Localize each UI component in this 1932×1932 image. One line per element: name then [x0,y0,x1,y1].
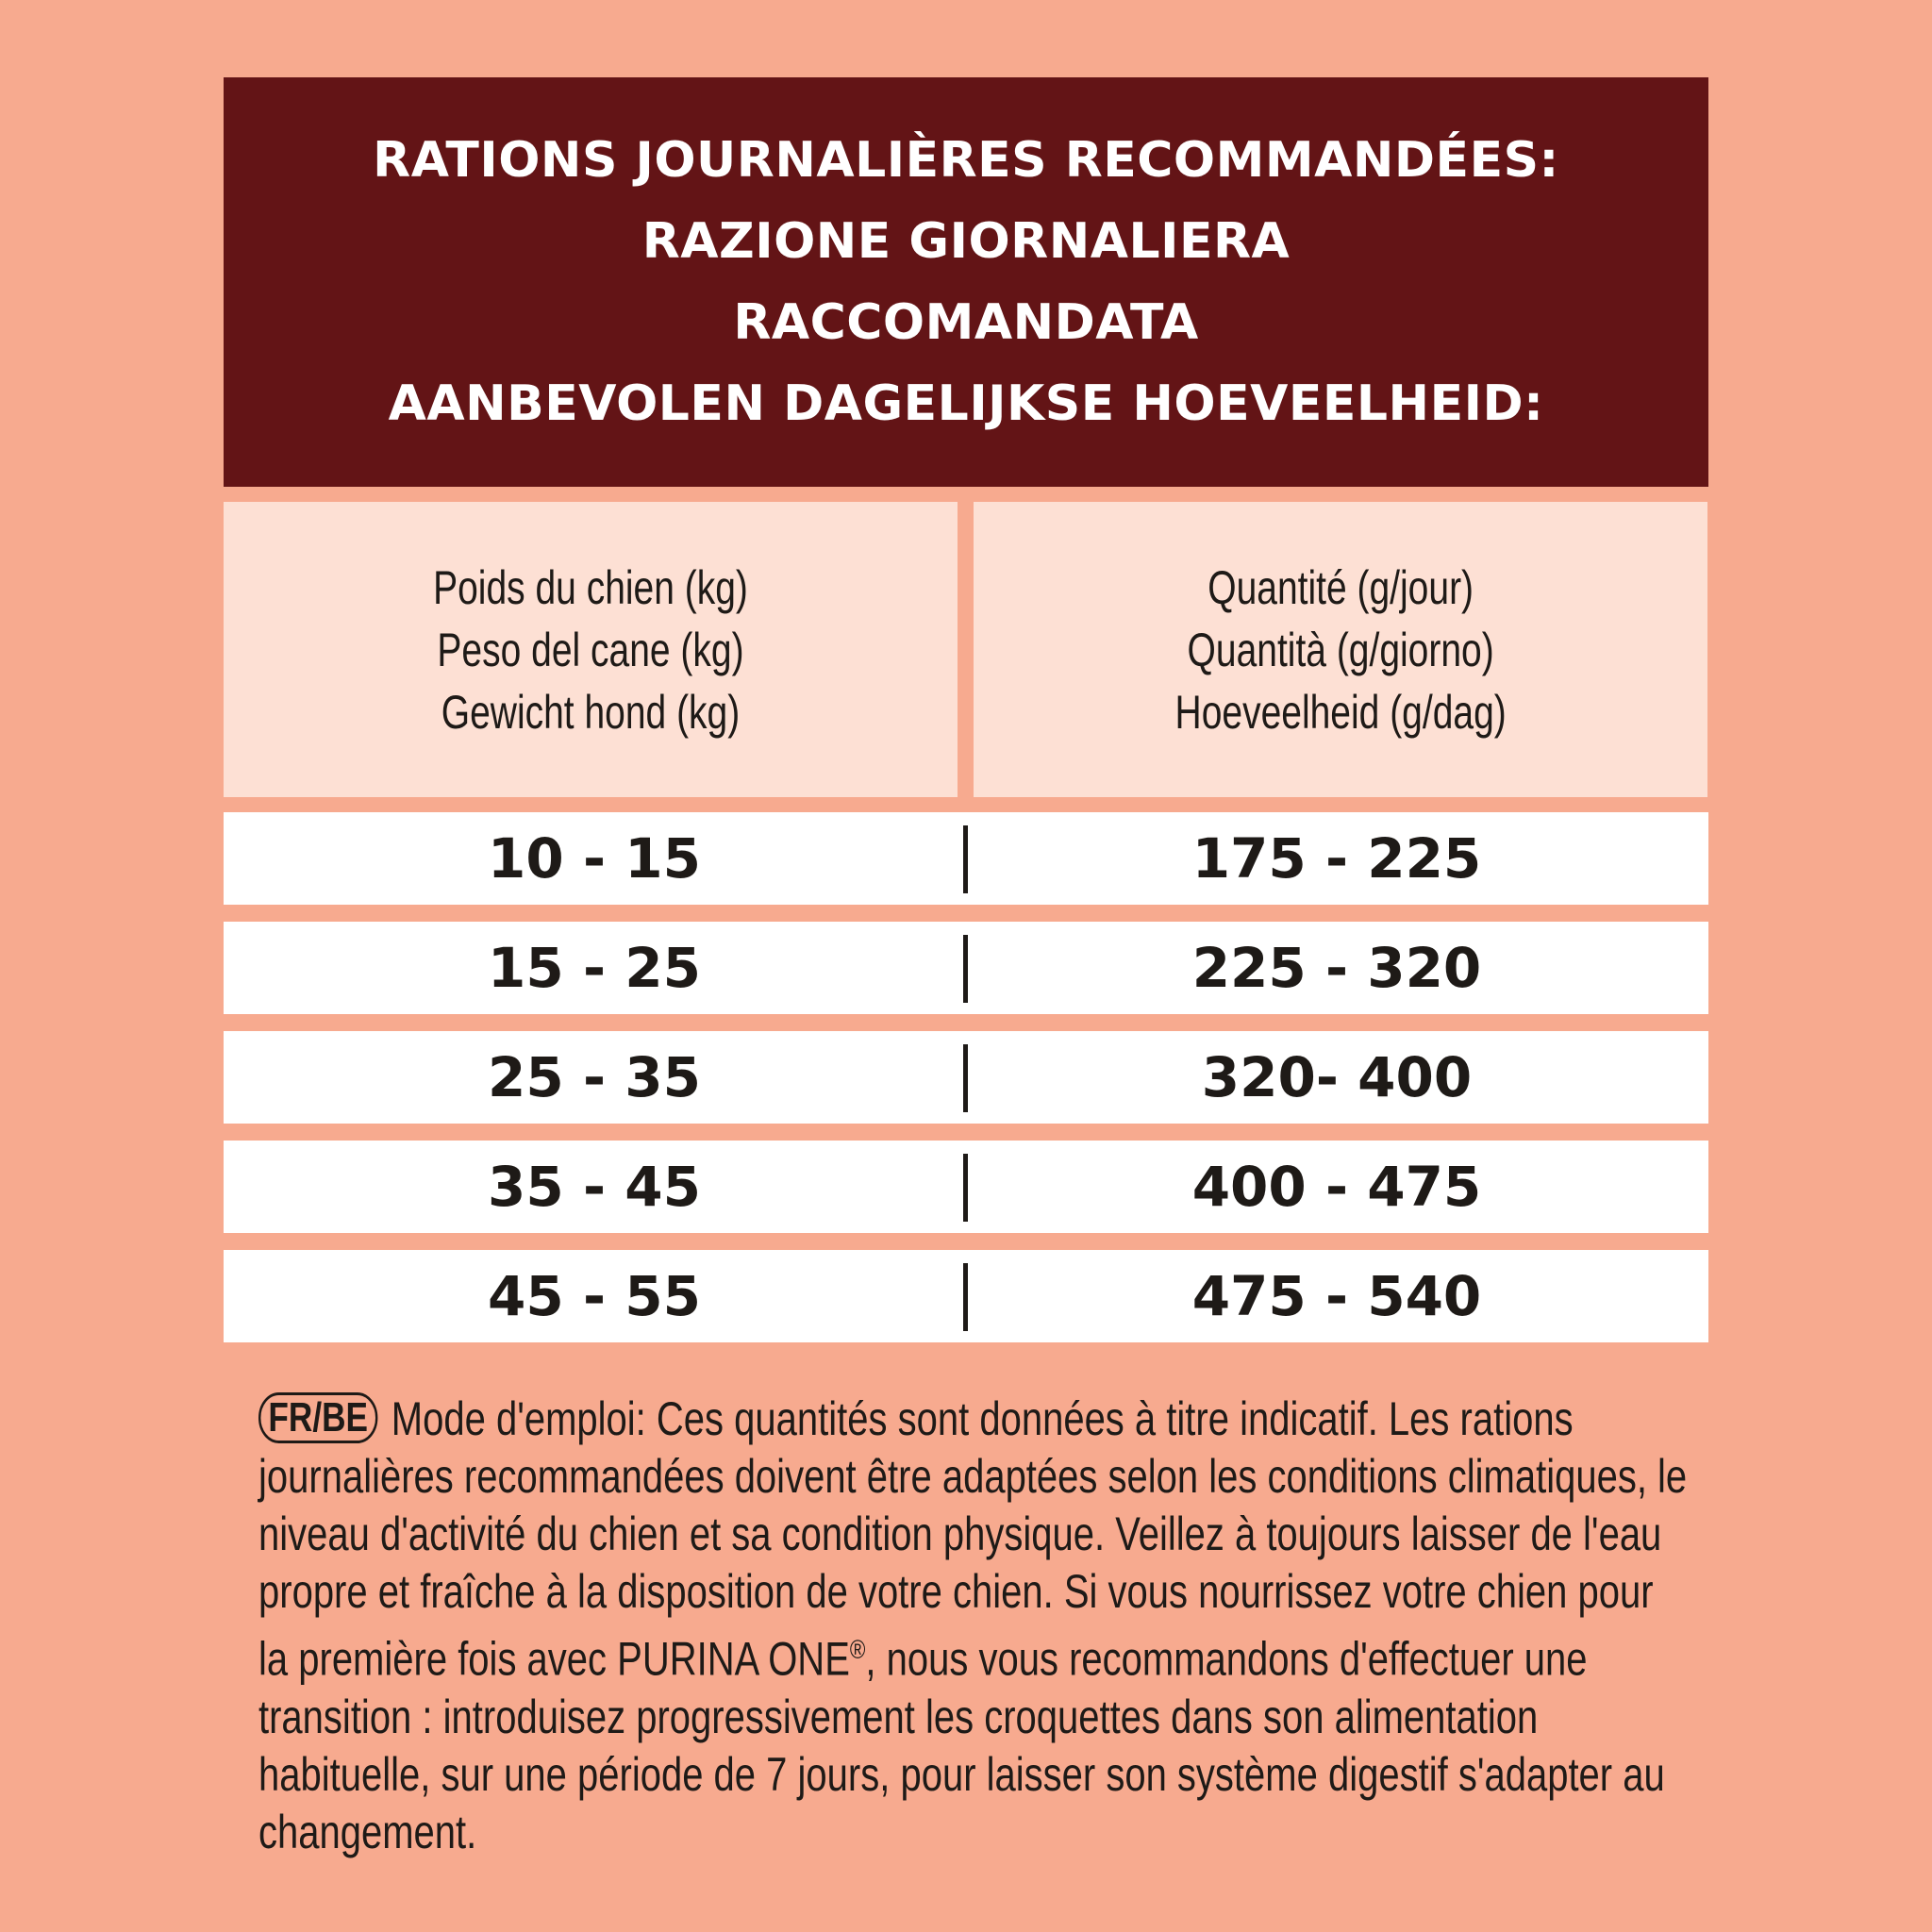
table-row [224,922,1708,1014]
header-line: AANBEVOLEN DAGELIJKSE HOEVEELHEID: [388,375,1544,432]
header-line: RATIONS JOURNALIÈRES RECOMMANDÉES: [373,132,1559,189]
column-header-line: Gewicht hond (kg) [441,685,741,739]
quantity-cell: 175 - 225 [1191,826,1482,891]
header-line: RAZIONE GIORNALIERA [641,213,1291,270]
language-badge: FR/BE [258,1392,377,1443]
weight-cell: 25 - 35 [488,1045,701,1109]
instructions-text-continued: , nous vous recommandons d'effectuer une transition : introduisez progressivement les croquettes dans son alimentation habituelle, sur une période de 7 jours, pour laisser son système digestif s'adapter au changement. [258,1632,1665,1858]
quantity-cell: 400 - 475 [1191,1155,1482,1219]
weight-cell: 10 - 15 [488,826,701,891]
column-header-line: Quantité (g/jour) [1208,560,1474,614]
column-header-quantity [974,502,1707,797]
table-row [224,1031,1708,1124]
table-row [224,1250,1708,1342]
table-row [224,812,1708,905]
column-header-line: Poids du chien (kg) [433,560,748,614]
column-header-line: Quantità (g/giorno) [1187,623,1494,676]
instructions-text: Mode d'emploi: Ces quantités sont données à titre indicatif. Les rations journalières recommandées doivent être adaptées selon les conditions climatiques, le niveau d'activité du chien et sa condition physique. Veillez à toujours laisser de l'eau propre et fraîche à la disposition de votre chien. Si vous nourrissez votre chien pour la première fois avec PURINA ONE [258,1392,1688,1686]
weight-cell: 45 - 55 [488,1264,701,1328]
quantity-cell: 320- 400 [1201,1045,1473,1109]
table-row [224,1141,1708,1233]
header-banner [224,77,1708,487]
quantity-cell: 475 - 540 [1191,1264,1482,1328]
instructions-paragraph [258,1391,1692,1861]
column-header-line: Hoeveelheid (g/dag) [1174,685,1507,739]
header-title [373,120,1559,444]
column-header-line: Peso del cane (kg) [437,623,744,676]
registered-mark: ® [849,1635,866,1664]
quantity-cell: 225 - 320 [1191,936,1482,1000]
weight-cell: 15 - 25 [488,936,701,1000]
column-header-weight [224,502,958,797]
weight-cell: 35 - 45 [488,1155,701,1219]
header-line: RACCOMANDATA [733,294,1199,351]
